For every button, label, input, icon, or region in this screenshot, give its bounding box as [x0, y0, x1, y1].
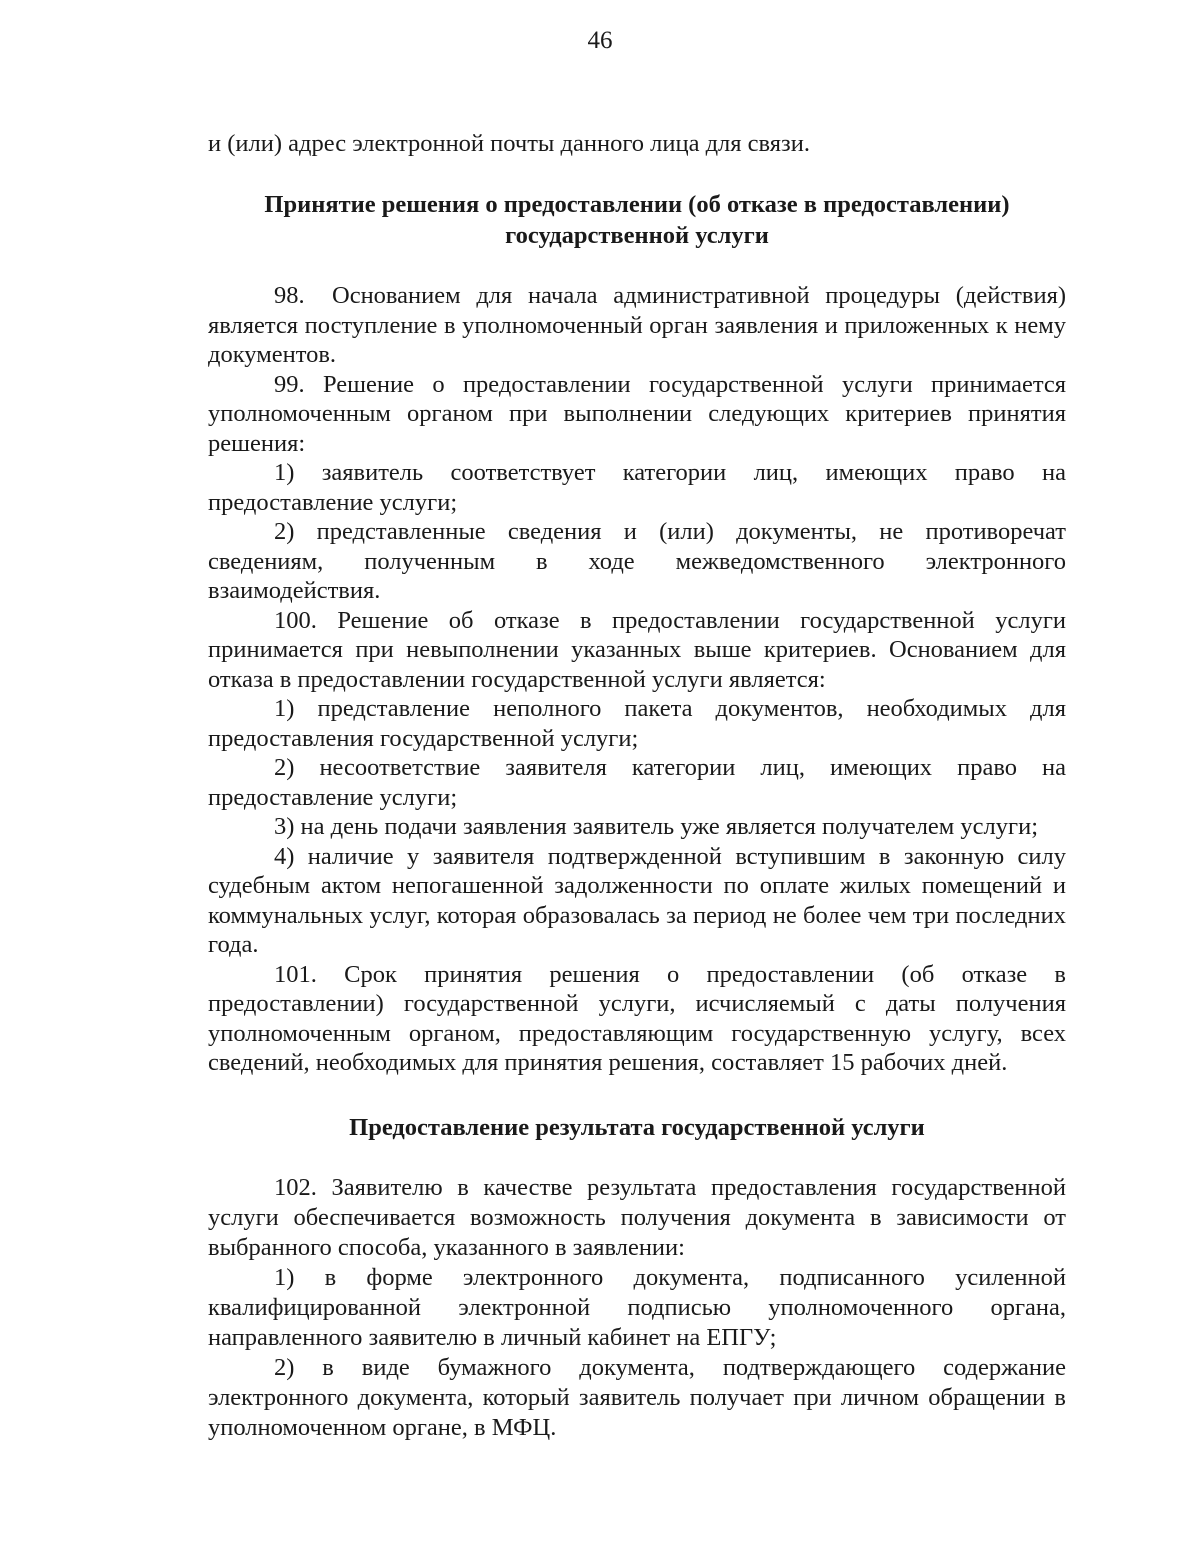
- paragraph-101: 101. Срок принятия решения о предоставлении (об отказе в предоставлении) государственной услуги, исчисляемый с даты получения уполномоченным органом, предоставляющим государственную услугу, всех сведений, необходимых для принятия решения, составляет 15 рабочих дней.: [208, 960, 1066, 1076]
- paragraph-100-item-3: 3) на день подачи заявления заявитель уже является получателем услуги;: [274, 813, 1038, 840]
- paragraph-102-item-2: 2) в виде бумажного документа, подтверждающего содержание электронного документа, который заявитель получает при личном обращении в уполномоченном органе, в МФЦ.: [208, 1353, 1066, 1441]
- paragraph-98-number: 98.: [274, 282, 305, 309]
- paragraph-99-item-2: 2) представленные сведения и (или) документы, не противоречат сведениям, полученным в ходе межведомственного электронного взаимодействия.: [208, 518, 1066, 604]
- paragraph-99: 99. Решение о предоставлении государственной услуги принимается уполномоченным органом при выполнении следующих критериев принятия решения:: [208, 370, 1066, 457]
- paragraph-102: 102. Заявителю в качестве результата предоставления государственной услуги обеспечивается возможность получения документа в зависимости от выбранного способа, указанного в заявлении:: [208, 1173, 1066, 1261]
- continuation-line: и (или) адрес электронной почты данного лица для связи.: [208, 130, 810, 157]
- paragraph-99-item-1: 1) заявитель соответствует категории лиц, имеющих право на предоставление услуги;: [208, 459, 1066, 516]
- paragraph-100-item-4: 4) наличие у заявителя подтвержденной вступившим в законную силу судебным актом непогашенной задолженности по оплате жилых помещений и коммунальных услуг, которая образовалась за период не более чем три последних года.: [208, 842, 1066, 958]
- paragraph-100-item-1: 1) представление неполного пакета документов, необходимых для предоставления государственной услуги;: [208, 695, 1066, 752]
- section-result-body: [208, 1173, 1066, 1443]
- document-body: [208, 129, 1066, 1443]
- paragraph-98-text: Основанием для начала административной процедуры (действия) является поступление в уполномоченный орган заявления и приложенных к нему документов.: [208, 282, 1066, 368]
- section-heading-decision: [208, 189, 1066, 251]
- paragraph-100: 100. Решение об отказе в предоставлении государственной услуги принимается при невыполнении указанных выше критериев. Основанием для отказа в предоставлении государственной услуги является:: [208, 606, 1066, 693]
- page-number: 46: [587, 27, 613, 54]
- paragraph-102-item-1: 1) в форме электронного документа, подписанного усиленной квалифицированной электронной подписью уполномоченного органа, направленного заявителю в личный кабинет на ЕПГУ;: [208, 1263, 1066, 1351]
- section-heading-result: Предоставление результата государственной услуги: [349, 1113, 925, 1141]
- paragraph-100-item-2: 2) несоответствие заявителя категории лиц, имеющих право на предоставление услуги;: [208, 754, 1066, 811]
- section-heading-decision-line2: государственной услуги: [505, 222, 769, 249]
- paragraph-98: [208, 281, 1066, 370]
- section-heading-decision-line1: Принятие решения о предоставлении (об отказе в предоставлении): [264, 191, 1010, 218]
